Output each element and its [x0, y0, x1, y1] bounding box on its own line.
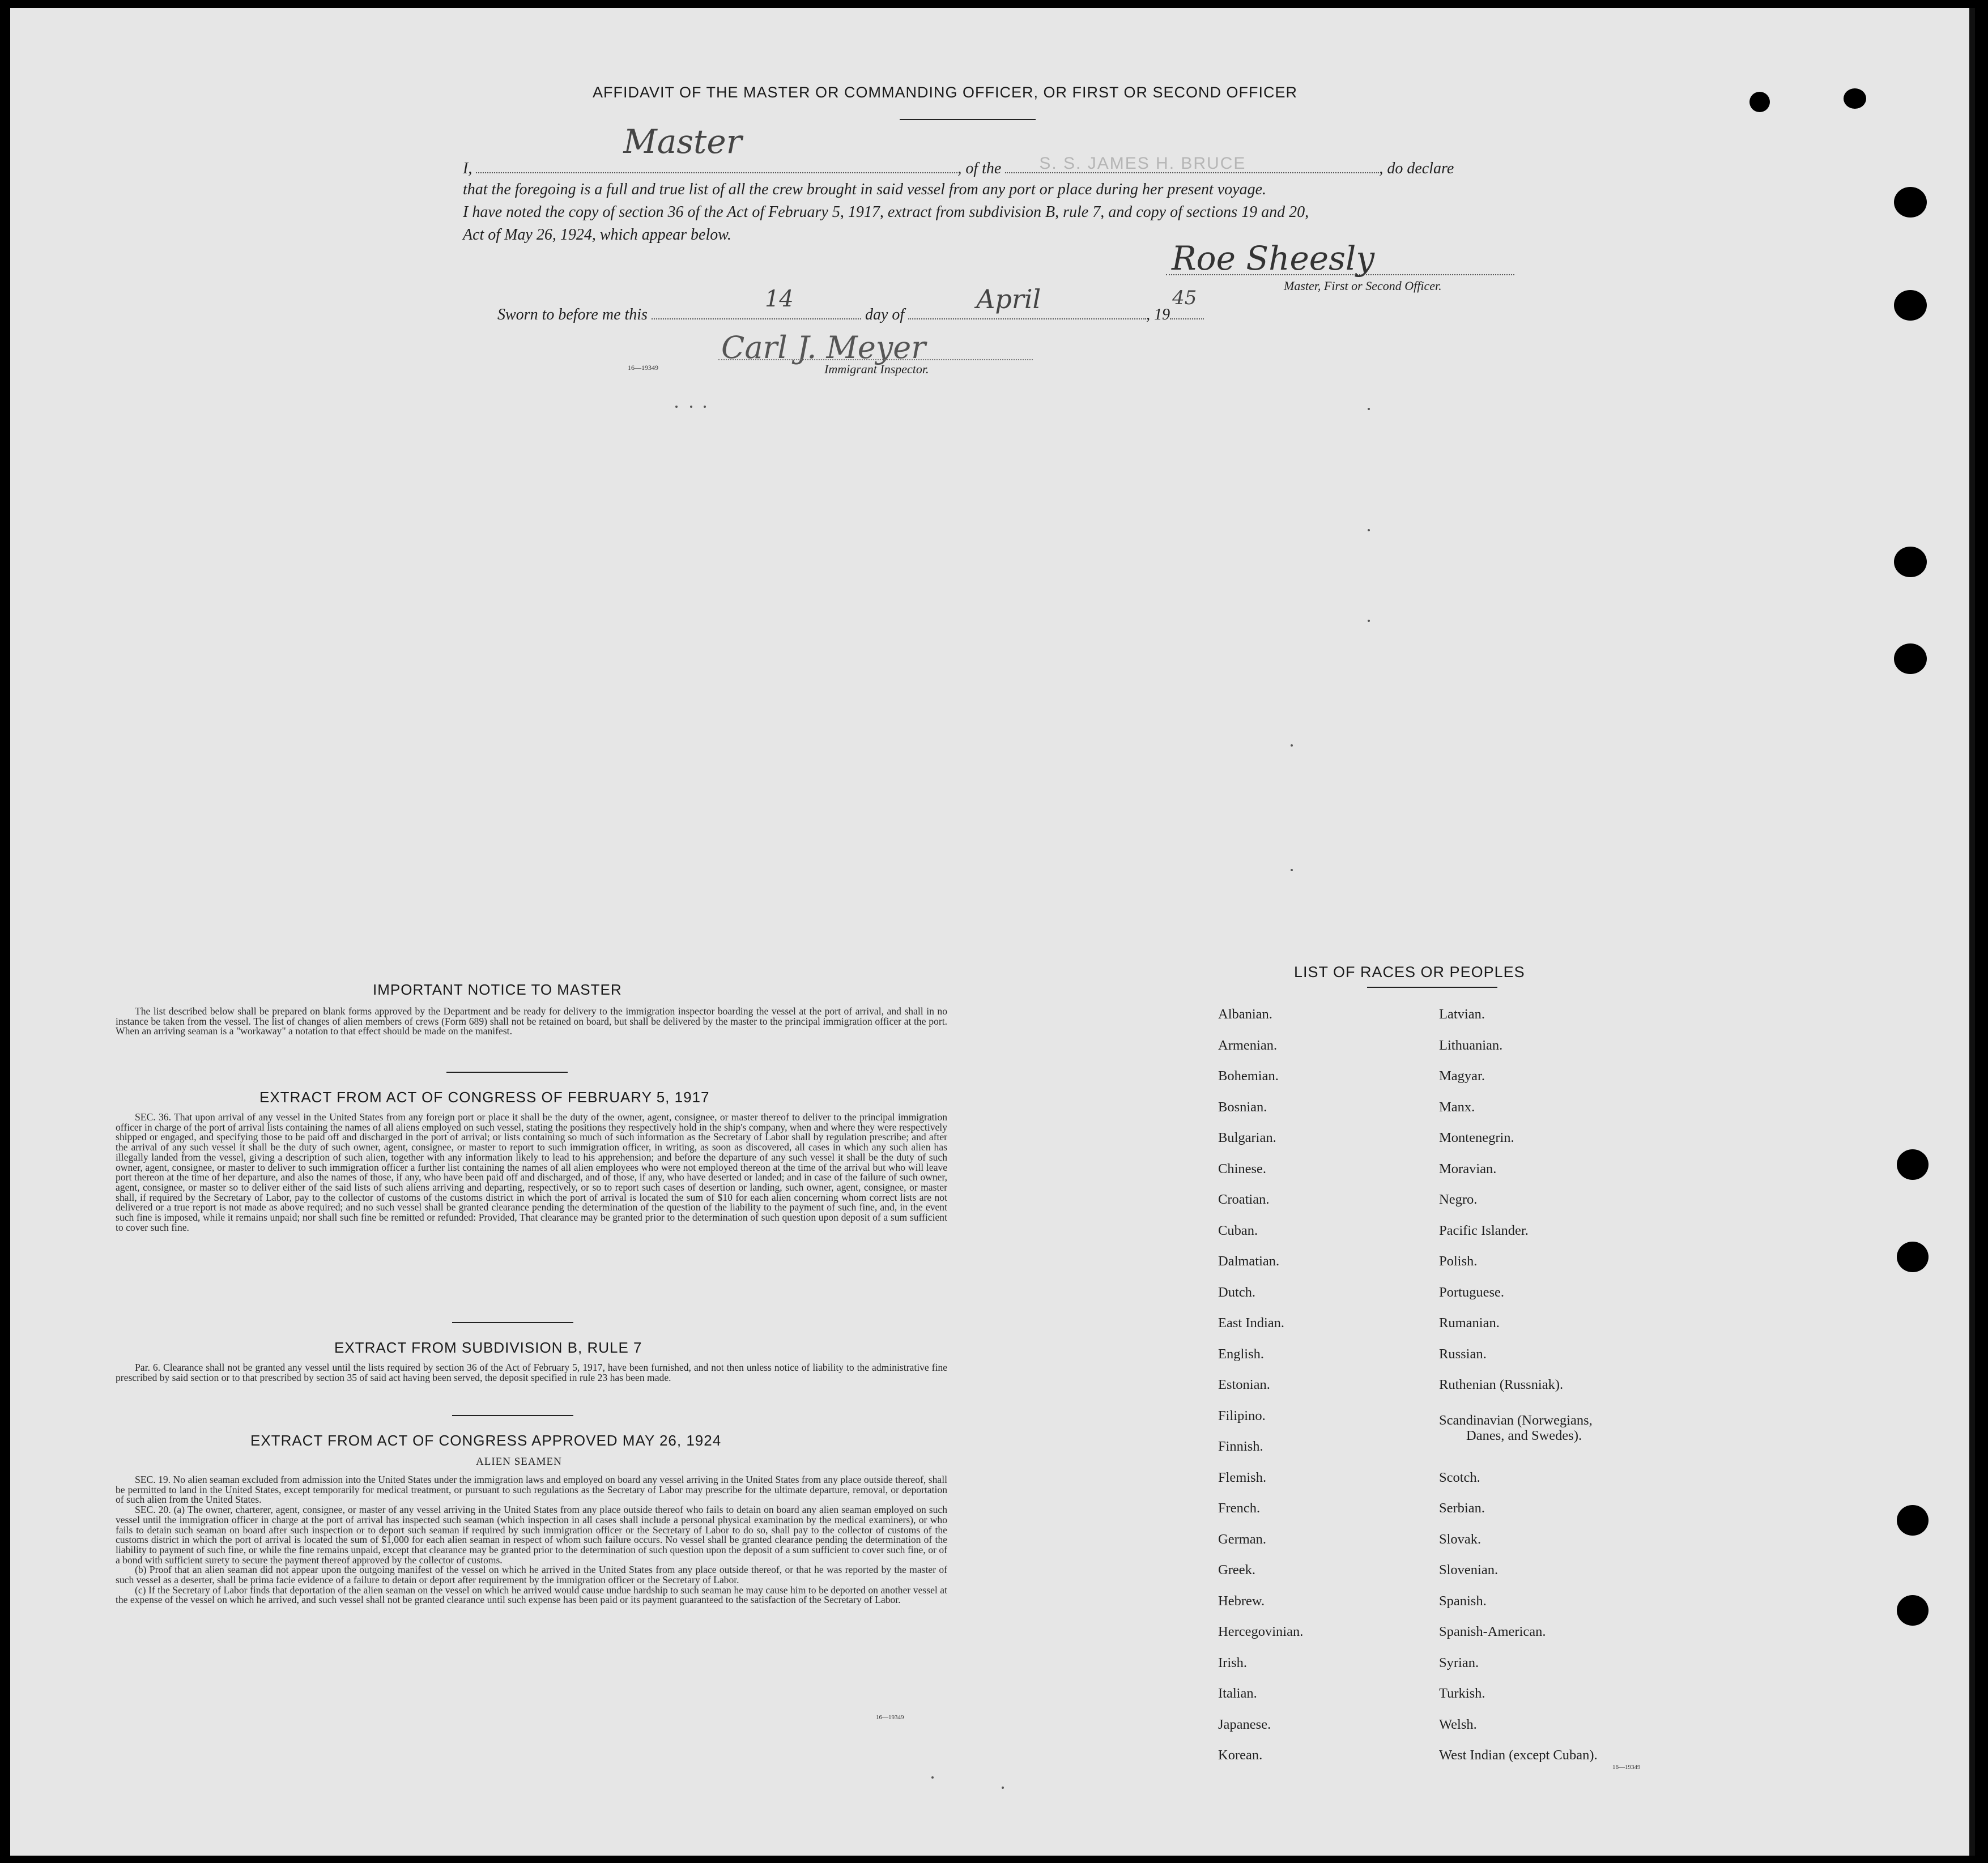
speck-mark: [1291, 869, 1293, 871]
race-item: Estonian.: [1218, 1377, 1270, 1392]
speck-mark: [675, 406, 678, 408]
race-item: Chinese.: [1218, 1161, 1267, 1176]
race-item: Bosnian.: [1218, 1099, 1267, 1115]
affidavit-line-4: Act of May 26, 1924, which appear below.: [463, 226, 731, 244]
race-item: Welsh.: [1439, 1716, 1477, 1732]
races-title: LIST OF RACES OR PEOPLES: [1294, 964, 1525, 980]
form-number-right: 16—19349: [1612, 1764, 1641, 1771]
race-item: Manx.: [1439, 1099, 1475, 1115]
sworn-month-handwritten: April: [976, 284, 1041, 314]
race-item: Latvian.: [1439, 1007, 1485, 1022]
year-field[interactable]: [1170, 287, 1204, 319]
race-item: Croatian.: [1218, 1192, 1270, 1207]
form-number-left: 16—19349: [876, 1714, 904, 1721]
races-divider: [1367, 987, 1497, 988]
binder-hole: [1897, 1595, 1929, 1626]
race-item: Italian.: [1218, 1686, 1257, 1701]
binder-hole: [1749, 92, 1770, 112]
race-item: Korean.: [1218, 1747, 1263, 1763]
race-item: Negro.: [1439, 1192, 1478, 1207]
affidavit-title: AFFIDAVIT OF THE MASTER OR COMMANDING OFFICER, OR FIRST OR SECOND OFFICER: [593, 84, 1298, 101]
notice-text: [116, 1007, 947, 1037]
race-item: Portuguese.: [1439, 1284, 1504, 1300]
notice-paragraph: The list described below shall be prepared on blank forms approved by the Department and be ready for delivery to the immigration inspector boarding the vessel at the port of arrival, and shall in no instance be taken from the vessel. The list of changes of alien members of crews (Form 689) shall not be retained on board, but shall be delivered by the master to the principal immigration officer at the port. When an arriving seaman is a "workaway" a notation to that effect should be made on the manifest.: [116, 1005, 947, 1037]
race-item: Spanish-American.: [1439, 1624, 1546, 1639]
race-item: Serbian.: [1439, 1500, 1485, 1516]
binder-hole: [1894, 643, 1927, 674]
race-item: Pacific Islander.: [1439, 1222, 1529, 1238]
sworn-label: Sworn to before me this: [497, 306, 648, 323]
speck-mark: [1368, 529, 1370, 531]
race-item: East Indian.: [1218, 1315, 1285, 1331]
race-item: Ruthenian (Russniak).: [1439, 1377, 1564, 1392]
vessel-stamp: S. S. JAMES H. BRUCE: [1039, 154, 1246, 173]
race-item: Filipino.: [1218, 1408, 1266, 1423]
race-item: Bohemian.: [1218, 1068, 1279, 1084]
rule7-text: [116, 1363, 947, 1383]
sworn-line: [497, 284, 1204, 326]
binder-hole: [1894, 290, 1927, 321]
race-item: Magyar.: [1439, 1068, 1485, 1084]
race-item: Rumanian.: [1439, 1315, 1500, 1331]
officer-title-handwritten: Master: [623, 122, 742, 161]
speck-mark: [704, 406, 706, 408]
speck-mark: [931, 1776, 934, 1779]
notice-divider: [446, 1072, 568, 1073]
signature-caption: Master, First or Second Officer.: [1284, 279, 1442, 293]
race-item: Danes, and Swedes).: [1466, 1427, 1582, 1443]
speck-mark: [1291, 744, 1293, 747]
race-item: Finnish.: [1218, 1439, 1263, 1454]
rule7-divider: [452, 1415, 573, 1416]
year-handwritten: 45: [1172, 287, 1197, 309]
race-item: Montenegrin.: [1439, 1130, 1514, 1145]
extract-1917-title: EXTRACT FROM ACT OF CONGRESS OF FEBRUARY 5, 1917: [259, 1089, 710, 1106]
master-signature: Roe Sheesly: [1172, 239, 1375, 278]
section-36-paragraph: SEC. 36. That upon arrival of any vessel in the United States from any foreign port or place it shall be the duty of the owner, agent, consignee, or master thereof to deliver to the principal immigration officer in charge of the port of arrival lists containing the names of all aliens employed on such vessel, stating the positions they respectively hold in the ship's company, when and where they were respectively shipped or engaged, and specifying those to be paid off and discharged in the port of arrival; or lists containing so much of such information as the Secretary of Labor shall by regulation prescribe; and after the arrival of any such vessel it shall be the duty of such owner, agent, consignee, or master to report to such immigration officer, in writing, as soon as discovered, all cases in which any such alien has illegally landed from the vessel, giving a description of such alien, together with any information likely to lead to his apprehension; and before the departure of any such vessel it shall be the duty of such owner, agent, consignee, or master to deliver to such immigration officer a further list containing the names of all alien employees who were not employed thereon at the time of the arrival but who will leave port thereon at the time of her departure, and also the names of those, if any, who have been paid off and discharged, and of those, if any, who have deserted or landed; and in case of the failure of such owner, agent, consignee, or master so to deliver either of the said lists of such aliens arriving and departing, respectively, or so to report such cases of desertion or landing, such owner, agent, consignee, or master shall, if required by the Secretary of Labor, pay to the collector of customs of the customs district in which the port of arrival is located the sum of $10 for each alien concerning whom correct lists are not delivered or a true report is not made as above required; and no such vessel shall be granted clearance pending the determination of the question of the liability to the payment of such fine, and, in the event such fine is imposed, while it remains unpaid; nor shall such fine be remitted or refunded: Provided, That clearance may be granted prior to the determination of such question upon deposit of a sum sufficient to cover such fine.: [116, 1111, 947, 1233]
binder-hole: [1894, 187, 1927, 218]
race-item: Cuban.: [1218, 1222, 1258, 1238]
sworn-day-field[interactable]: [652, 286, 861, 319]
officer-title-field[interactable]: [476, 122, 957, 173]
declare-label: , do declare: [1379, 160, 1454, 177]
race-item: Slovak.: [1439, 1531, 1482, 1547]
day-of-label: day of: [865, 306, 905, 323]
race-item: Scandinavian (Norwegians,: [1439, 1412, 1593, 1428]
notice-title: IMPORTANT NOTICE TO MASTER: [373, 981, 622, 998]
race-item: Bulgarian.: [1218, 1130, 1276, 1145]
race-item: Irish.: [1218, 1655, 1248, 1670]
inspector-caption: Immigrant Inspector.: [824, 362, 929, 376]
race-item: Spanish.: [1439, 1593, 1487, 1609]
speck-mark: [690, 406, 692, 408]
races-left-column: [1218, 1007, 1303, 1779]
title-divider: [900, 119, 1036, 120]
race-item: Dutch.: [1218, 1284, 1255, 1300]
rule7-title: EXTRACT FROM SUBDIVISION B, RULE 7: [334, 1339, 642, 1356]
alien-seamen-subtitle: ALIEN SEAMEN: [476, 1456, 562, 1468]
extract-1917-text: [116, 1112, 947, 1233]
affidavit-line-3: I have noted the copy of section 36 of the Act of February 5, 1917, extract from subdivision B, rule 7, and copy of sections 19 and 20,: [463, 203, 1309, 221]
affidavit-line-2: that the foregoing is a full and true list of all the crew brought in said vessel from any port or place during her present voyage.: [463, 181, 1267, 198]
par-6-paragraph: Par. 6. Clearance shall not be granted any vessel until the lists required by section 36 of the Act of February 5, 1917, have been furnished, and not then unless notice of liability to the administrative fine prescribed by said section or to that prescribed by section 35 of said act having been served, the deposit specified in rule 23 has been made.: [116, 1362, 947, 1383]
inspector-signature: Carl J. Meyer: [721, 330, 926, 365]
sworn-month-field[interactable]: [908, 284, 1146, 319]
extract-1917-divider: [452, 1322, 573, 1323]
binder-hole: [1894, 547, 1927, 577]
sec-20a-paragraph: SEC. 20. (a) The owner, charterer, agent, consignee, or master of any vessel arriving in the United States from any place outside thereof who fails to detain on board any alien seaman employed on such vessel until the immigration officer in charge at the port of arrival has inspected such seaman (which inspection in all cases shall include a personal physical examination by the medical examiners), or who fails to detain such seaman on board after such inspection or to deport such seaman if required by such immigration officer or the Secretary of Labor to do so, shall pay to the collector of customs of the customs district in which the port of arrival is located the sum of $1,000 for each alien seaman in respect of whom such failure occurs. No vessel shall be granted clearance pending the determination of the liability to payment of such fine, or while the fine remains unpaid, except that clearance may be granted prior to the determination of such question upon the deposit of a sum sufficient to cover such fine, or of a bond with sufficient surety to secure the payment thereof approved by the collector of customs.: [116, 1504, 947, 1566]
year-prefix: , 19: [1146, 306, 1170, 323]
race-item: Albanian.: [1218, 1007, 1272, 1022]
race-item: Hercegovinian.: [1218, 1624, 1304, 1639]
race-item: Hebrew.: [1218, 1593, 1265, 1609]
race-item: Polish.: [1439, 1254, 1478, 1269]
race-item: English.: [1218, 1346, 1264, 1362]
of-the-label: , of the: [957, 160, 1002, 177]
binder-hole: [1897, 1242, 1929, 1272]
affidavit-line-1: [463, 122, 1454, 180]
race-item: Japanese.: [1218, 1716, 1271, 1732]
sec-19-paragraph: SEC. 19. No alien seaman excluded from admission into the United States under the immigration laws and employed on board any vessel arriving in the United States from any place outside thereof, shall be permitted to land in the United States, except temporarily for medical treatment, or pursuant to such regulations as the Secretary of Labor may prescribe for the ultimate departure, removal, or deportation of such alien from the United States.: [116, 1474, 947, 1506]
form-number-top: 16—19349: [628, 364, 658, 372]
race-item: Russian.: [1439, 1346, 1487, 1362]
race-item: Turkish.: [1439, 1686, 1485, 1701]
speck-mark: [1368, 408, 1370, 410]
race-item: Lithuanian.: [1439, 1037, 1503, 1053]
sworn-day-handwritten: 14: [764, 286, 794, 312]
race-item: Armenian.: [1218, 1037, 1278, 1053]
binder-hole: [1844, 88, 1866, 109]
race-item: Syrian.: [1439, 1655, 1479, 1670]
race-item: French.: [1218, 1500, 1261, 1516]
sec-20c-paragraph: (c) If the Secretary of Labor finds that deportation of the alien seaman on the vessel on which he arrived would cause undue hardship to such seaman he may cause him to be deported on another vessel at the expense of the vessel on which he arrived, and such vessel shall not be granted clearance until such expense has been paid or its payment guaranteed to the satisfaction of the Secretary of Labor.: [116, 1584, 947, 1606]
race-item: Slovenian.: [1439, 1562, 1499, 1578]
speck-mark: [1368, 620, 1370, 622]
race-item: Greek.: [1218, 1562, 1255, 1578]
race-item: Moravian.: [1439, 1161, 1497, 1176]
binder-hole: [1897, 1149, 1929, 1180]
sec-20b-paragraph: (b) Proof that an alien seaman did not appear upon the outgoing manifest of the vessel on which he arrived in the United States from any place outside thereof, or that he was reported by the master of such vessel as a deserter, shall be prima facie evidence of a failure to detain or deport after requirement by the immigration officer or the Secretary of Labor.: [116, 1564, 947, 1586]
race-item: Flemish.: [1218, 1469, 1267, 1485]
form-page: [10, 8, 1975, 1856]
race-item: West Indian (except Cuban).: [1439, 1747, 1598, 1763]
i-label: I,: [463, 160, 472, 177]
race-item: Scotch.: [1439, 1469, 1480, 1485]
race-item: Dalmatian.: [1218, 1254, 1280, 1269]
extract-1924-text: [116, 1475, 947, 1605]
vessel-name-field[interactable]: [1005, 155, 1379, 173]
extract-1924-title: EXTRACT FROM ACT OF CONGRESS APPROVED MAY 26, 1924: [250, 1432, 722, 1449]
races-right-column: [1439, 1007, 1598, 1779]
race-item: German.: [1218, 1531, 1267, 1547]
binder-hole: [1897, 1505, 1929, 1536]
speck-mark: [1002, 1787, 1004, 1789]
